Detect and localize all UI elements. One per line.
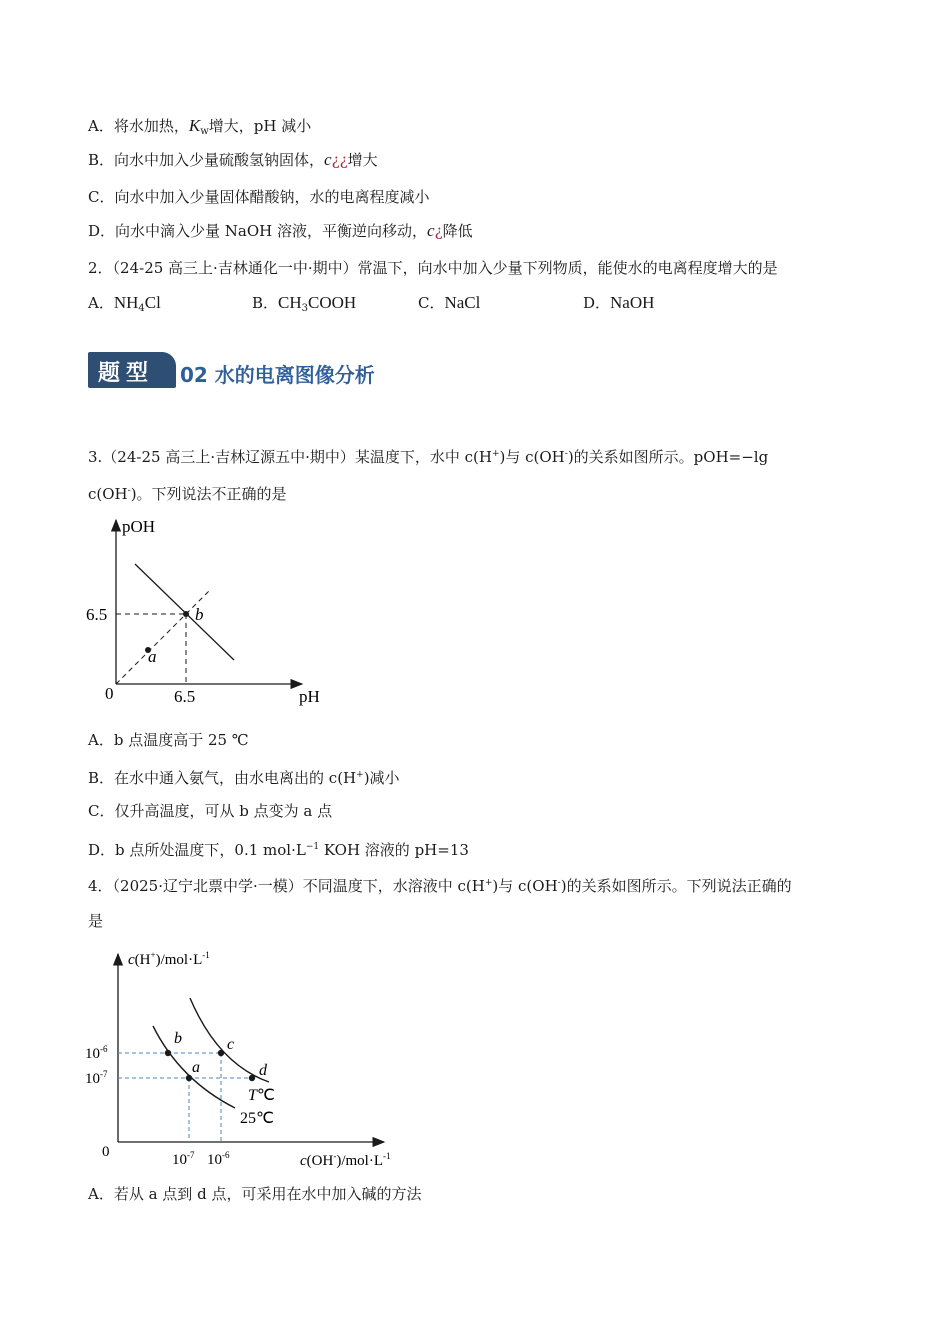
- figure2-curve-25-label: 25℃: [240, 1110, 274, 1127]
- q1-option-a-suffix: 增大，pH 减小: [208, 117, 312, 135]
- q3-stem-line2: [88, 481, 287, 504]
- figure1-y-tick: 6.5: [86, 605, 108, 624]
- q3-option-a: A．b 点温度高于 25 ℃: [88, 731, 249, 749]
- q2-option-b-label: B．: [252, 294, 279, 312]
- q4-stem-line2: 是: [88, 912, 104, 930]
- figure2-y-tick-1e-7: [85, 1069, 108, 1087]
- q3-option-b: [88, 765, 400, 788]
- q2-option-c: [418, 293, 480, 313]
- q2-option-a-label: A．: [88, 294, 114, 312]
- figure1-x-tick: 6.5: [174, 687, 196, 706]
- figure2-x-tick-1-exp: -7: [187, 1150, 195, 1160]
- q1-option-c: C．向水中加入少量固体醋酸钠，水的电离程度减小: [88, 188, 430, 206]
- q3-stem-2a: c(OH: [88, 485, 128, 503]
- q4-stem-sup1: +: [484, 878, 493, 888]
- q2-option-a-sub: 4: [138, 303, 145, 314]
- q1-option-b-suffix: 增大: [347, 151, 378, 169]
- q2-option-b: [252, 293, 356, 319]
- q1-option-a: [88, 116, 311, 142]
- q1-option-d: [88, 221, 473, 241]
- q2-option-a: [88, 293, 161, 319]
- figure2-point-b: [165, 1050, 171, 1056]
- figure2-x-tick-1e-7: [172, 1150, 195, 1168]
- figure2-label-d: d: [259, 1062, 267, 1079]
- figure2-x-label-sup: -: [333, 1151, 337, 1161]
- q2-option-c-text: NaCl: [444, 293, 481, 312]
- figure1-origin: 0: [105, 684, 114, 703]
- q3-option-b-b: )减小: [363, 769, 400, 787]
- q2-option-a-tail: Cl: [144, 293, 161, 312]
- figure2-curve-t-letter: T: [248, 1087, 257, 1104]
- q3-stem-2-sup: -: [127, 486, 131, 496]
- q2-option-c-label: C．: [418, 294, 445, 312]
- figure1-label-b: b: [195, 605, 204, 624]
- figure2-y-label-unit: )/mol·L: [155, 952, 203, 968]
- q4-stem-1b: )与 c(OH: [492, 877, 558, 895]
- figure2-y-tick-2-exp: -7: [100, 1069, 108, 1079]
- q1-option-a-prefix: A．将水加热，: [88, 117, 189, 135]
- figure2-x-tick-2-base: 10: [207, 1152, 222, 1168]
- q2-option-d-text: NaOH: [610, 293, 655, 312]
- figure2-y-label-unit-sup: -1: [202, 950, 210, 960]
- figure2-y-tick-2-base: 10: [85, 1071, 100, 1087]
- q1-option-d-prefix: D．向水中滴入少量 NaOH 溶液，平衡逆向移动，: [88, 222, 428, 240]
- section-title: 02 水的电离图像分析: [180, 363, 375, 387]
- figure2-label-a: a: [192, 1059, 200, 1076]
- q1-option-b-prefix: B．向水中加入少量硫酸氢钠固体，: [88, 151, 325, 169]
- figure2-y-label-sup: +: [150, 950, 156, 960]
- q1-option-d-glyph: ¿: [434, 222, 443, 240]
- q3-option-d-sup: −1: [305, 842, 320, 852]
- kw-subscript: w: [200, 126, 209, 137]
- q2-option-a-main: NH: [113, 293, 139, 312]
- section-badge: [88, 352, 176, 388]
- q3-option-d: [88, 837, 469, 860]
- q4-stem-sup2: -: [557, 878, 561, 888]
- figure2-point-c: [218, 1050, 224, 1056]
- figure2-x-label-c: c: [300, 1153, 307, 1169]
- q4-stem-line1: [88, 873, 792, 896]
- q2-option-b-main: CH: [278, 293, 302, 312]
- figure2-x-label-unit-sup: -1: [383, 1151, 391, 1161]
- figure1-label-a: a: [148, 647, 157, 666]
- q3-option-b-sup: +: [356, 770, 364, 780]
- figure2-x-tick-2-exp: -6: [222, 1150, 230, 1160]
- q3-stem-1c: )的关系如图所示。pOH=−lg: [567, 448, 769, 466]
- q3-stem-1b: )与 c(OH: [499, 448, 565, 466]
- figure2-y-label-c: c: [128, 952, 135, 968]
- q1-option-d-c: c: [427, 221, 435, 240]
- q3-stem-2b: )。下列说法不正确的是: [130, 485, 287, 503]
- q4-stem-1a: 4．（2025·辽宁北票中学·一模）不同温度下，水溶液中 c(H: [88, 877, 485, 895]
- figure2-x-label-rest: (OH: [306, 1153, 334, 1169]
- q1-option-b-c: c: [324, 150, 332, 169]
- figure1-x-label: pH: [299, 687, 320, 706]
- q2-option-b-tail: COOH: [308, 293, 357, 312]
- figure2-curve-t-label: [248, 1087, 275, 1104]
- figure1-point-b: [183, 611, 189, 617]
- figure2-point-d: [249, 1075, 255, 1081]
- figure2-y-tick-1-exp: -6: [100, 1044, 108, 1054]
- q4-stem-1c: )的关系如图所示。下列说法正确的: [560, 877, 792, 895]
- q2-stem: 2．（24-25 高三上·吉林通化一中·期中）常温下，向水中加入少量下列物质，能使水的电离程度增大的是: [88, 259, 778, 277]
- figure2-y-label-rest: (H: [134, 952, 151, 968]
- section-badge-text: 题型: [98, 360, 155, 386]
- q4-option-a: A．若从 a 点到 d 点，可采用在水中加入碱的方法: [88, 1185, 422, 1203]
- figure2-y-tick-1e-6: [85, 1044, 108, 1062]
- q1-option-d-suffix: 降低: [442, 222, 473, 240]
- q3-option-c: C．仅升高温度，可从 b 点变为 a 点: [88, 802, 333, 820]
- figure2-label-b: b: [174, 1030, 182, 1047]
- figure2-x-tick-1e-6: [207, 1150, 230, 1168]
- q1-option-b-glyph: ¿¿: [331, 151, 348, 169]
- q2-option-b-sub: 3: [301, 303, 309, 314]
- q3-option-b-a: B．在水中通入氨气，由水电离出的 c(H: [88, 769, 357, 787]
- figure2-x-label: [300, 1151, 391, 1169]
- q1-option-b: [88, 150, 378, 170]
- figure2-x-tick-1-base: 10: [172, 1152, 187, 1168]
- figure2-y-label: [128, 950, 210, 968]
- q2-option-d: [583, 293, 654, 313]
- q3-stem-line1: [88, 444, 768, 467]
- kw-symbol: K: [188, 116, 201, 135]
- q3-stem-1a: 3.（24-25 高三上·吉林辽源五中·期中）某温度下，水中 c(H: [88, 448, 492, 466]
- section-banner: [88, 350, 508, 390]
- figure1-y-label: pOH: [122, 517, 156, 536]
- figure2-curve-t-unit: ℃: [256, 1087, 275, 1104]
- figure2-x-label-unit: )/mol·L: [336, 1153, 383, 1169]
- figure-poh-ph: [80, 512, 340, 712]
- q2-option-d-label: D．: [583, 294, 611, 312]
- figure-ion-product: [80, 940, 420, 1180]
- figure2-origin: 0: [102, 1144, 110, 1160]
- q3-stem-sup2: -: [564, 449, 568, 459]
- figure2-label-c: c: [227, 1036, 235, 1053]
- q3-option-d-a: D．b 点所处温度下，0.1 mol·L: [88, 841, 306, 859]
- q3-stem-sup1: +: [491, 449, 500, 459]
- q3-option-d-b: KOH 溶液的 pH=13: [319, 841, 469, 859]
- figure2-y-tick-1-base: 10: [85, 1046, 100, 1062]
